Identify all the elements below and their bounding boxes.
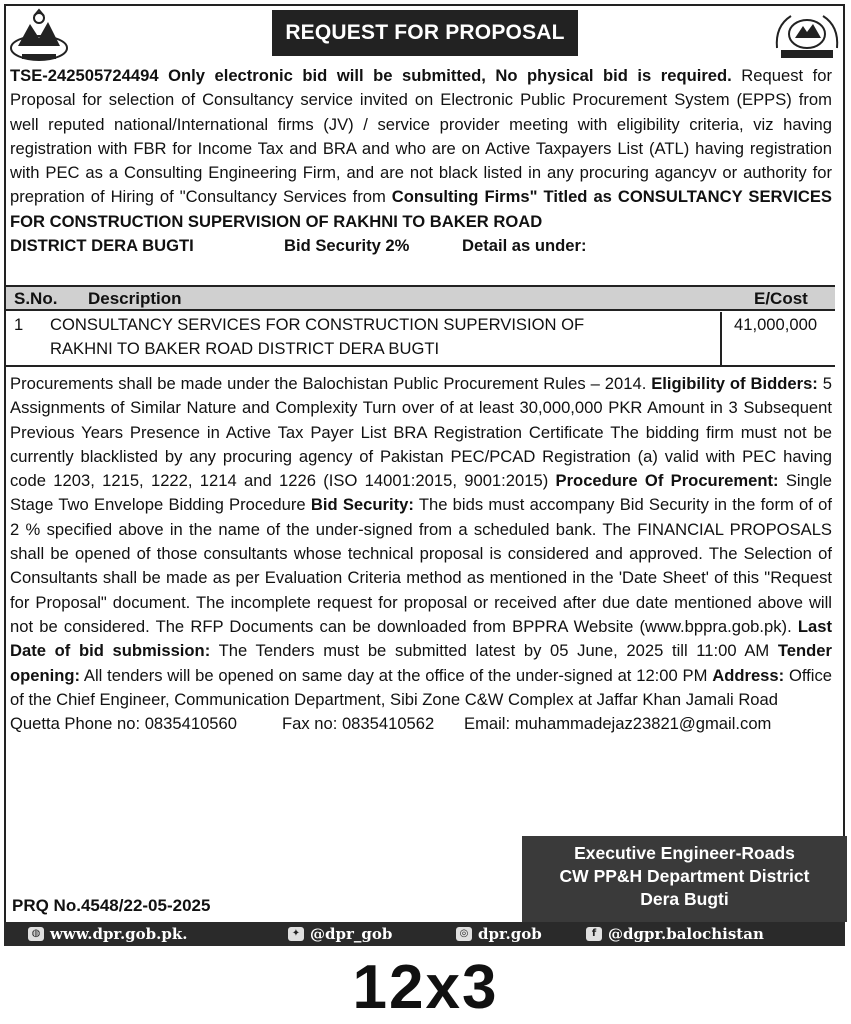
- eligibility-text: 5 Assignments of Similar Nature and Complexity Turn over of at least 30,000,000 PKR Amount in 3 Subsequent Previous Years Presence in Active Tax Payer List BRA Registration Certificate The bidding firm must not be currently blacklisted by any procuring agency of Pakistan PEC/PCAD Registration (a) valid with PEC having code 1203, 1215, 1222, 1214 and 1226 (ISO 14001:2015, 9001:2015): [10, 374, 832, 491]
- detail-label: Detail as under:: [462, 236, 587, 256]
- address-heading: Address:: [712, 665, 785, 685]
- header-cost: E/Cost: [754, 289, 808, 308]
- website-link[interactable]: www.dpr.gob.pk.: [50, 925, 188, 943]
- balochistan-emblem-icon: [8, 8, 70, 64]
- header-description: Description: [88, 289, 182, 308]
- footer-facebook: [586, 925, 764, 943]
- twitter-icon: ✦: [288, 927, 304, 941]
- row-cost: 41,000,000: [734, 315, 818, 334]
- facebook-handle[interactable]: @dgpr.balochistan: [608, 925, 764, 943]
- intro-paragraph: [10, 64, 832, 258]
- bid-security-label: Bid Security 2%: [284, 236, 410, 256]
- footer-website: [28, 925, 187, 943]
- tender-reference: TSE-242505724494 Only electronic bid will be submitted, No physical bid is required.: [10, 66, 732, 85]
- signature-block: [522, 836, 847, 922]
- fax-number: Fax no: 0835410562: [282, 714, 435, 734]
- department-seal-icon: [771, 8, 843, 62]
- instagram-icon: ◎: [456, 927, 472, 941]
- footer-twitter: [288, 925, 392, 943]
- procedure-text: Single Stage Two Envelope Bidding Procedure: [10, 471, 832, 515]
- social-footer: [4, 922, 845, 946]
- signature-district: Dera Bugti: [640, 889, 729, 909]
- procurement-rules-text: Procurements shall be made under the Balochistan Public Procurement Rules – 2014.: [10, 374, 652, 393]
- row-description-line1: CONSULTANCY SERVICES FOR CONSTRUCTION SUPERVISION OF: [50, 315, 585, 334]
- row-description-line2: RAKHNI TO BAKER ROAD DISTRICT DERA BUGTI: [50, 339, 440, 358]
- globe-icon: ◍: [28, 927, 44, 941]
- email-address: Email: muhammadejaz23821@gmail.com: [464, 714, 772, 734]
- intro-text: Request for Proposal for selection of Consultancy service invited on Electronic Public Procurement System (EPPS) from well reputed national/International firms (JV) / service provider meeting with eligibility criteria, viz having registration with FBR for Income Tax and BRA and who are on Active Taxpayers List (ATL) having registration with PEC as a Consulting Engineering Firm, and are not black listed in any procuring agancyv or authority for prepration of Hiring of "Consultancy Services from: [10, 66, 833, 207]
- phone-number: Quetta Phone no: 0835410560: [10, 714, 237, 734]
- district-name: DISTRICT DERA BUGTI: [10, 236, 194, 256]
- prq-number: PRQ No.4548/22-05-2025: [12, 896, 211, 915]
- ad-size-label: 12x3: [352, 953, 499, 1022]
- tender-opening-heading: Tender opening:: [10, 641, 832, 685]
- footer-instagram: [456, 925, 542, 943]
- page-title: REQUEST FOR PROPOSAL: [272, 10, 578, 56]
- bid-security-text: The bids must accompany Bid Security in the form of of 2 % specified above in the name of the under-signed from a scheduled bank. The FINANCIAL PROPOSALS shall be opened of those consultants whose technical proposal is considered and approved. The Selection of Consultants shall be made as per Evaluation Criteria method as mentioned in the 'Date Sheet' of this "Request for Proposal" document. The incomplete request for proposal or received after due date mentioned above will not be considered. The RFP Documents can be downloaded from BPPRA Website (www.bppra.gob.pk).: [10, 495, 832, 636]
- terms-paragraph: [10, 372, 832, 736]
- procedure-heading: Procedure Of Procurement:: [555, 471, 779, 491]
- signature-title: Executive Engineer-Roads: [574, 843, 795, 863]
- facebook-icon: f: [586, 927, 602, 941]
- tender-opening-text: All tenders will be opened on same day at the office of the under-signed at 12:00 PM: [80, 665, 713, 685]
- eligibility-heading: Eligibility of Bidders:: [651, 374, 818, 393]
- table-divider: [720, 312, 722, 367]
- address-text: Office of the Chief Engineer, Communication Department, Sibi Zone C&W Complex at Jaffar Khan Jamali Road: [10, 665, 833, 709]
- last-date-heading: Last Date of bid submission:: [10, 616, 832, 661]
- table-row: [6, 312, 835, 367]
- contact-line: [10, 712, 832, 736]
- project-title: Consulting Firms" Titled as CONSULTANCY SERVICES FOR CONSTRUCTION SUPERVISION OF RAKHNI TO BAKER ROAD: [10, 187, 832, 231]
- twitter-handle[interactable]: @dpr_gob: [310, 925, 393, 943]
- signature-department: CW PP&H Department District: [559, 866, 810, 886]
- instagram-handle[interactable]: dpr.gob: [478, 925, 542, 943]
- table-header: [6, 285, 835, 311]
- last-date-text: The Tenders must be submitted latest by 05 June, 2025 till 11:00 AM: [210, 641, 778, 661]
- header-sno: S.No.: [14, 289, 58, 308]
- row-sno: 1: [14, 315, 24, 334]
- bid-security-heading: Bid Security:: [310, 495, 414, 515]
- intro-summary-line: [10, 234, 832, 258]
